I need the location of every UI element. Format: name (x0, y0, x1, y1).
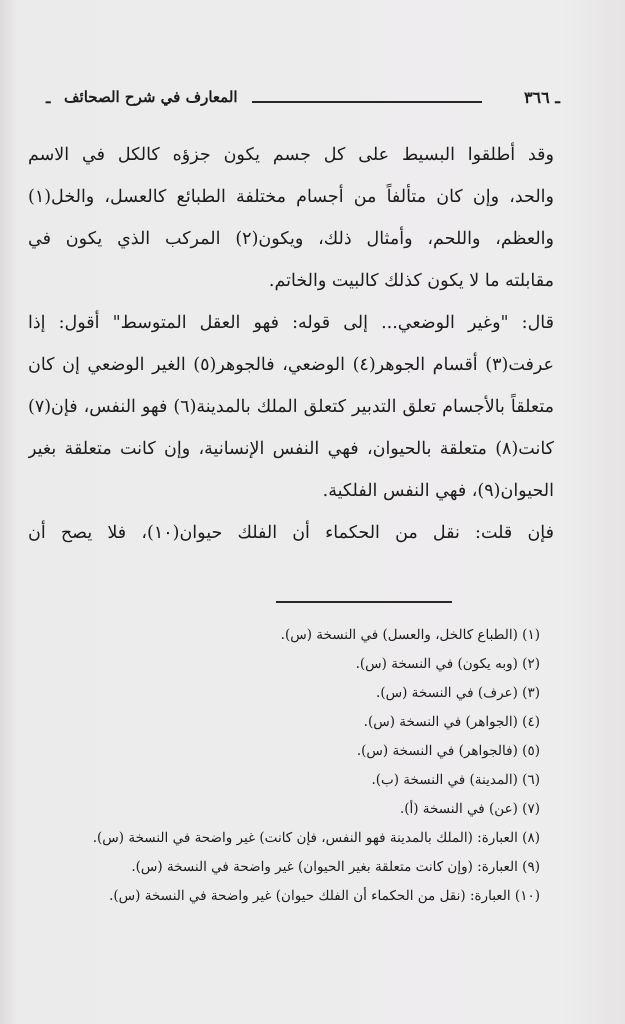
text-line: عرفت(٣) أقسام الجوهر(٤) الوضعي، فالجوهر(٥) الغير الوضعي إن كان (28, 355, 554, 375)
text-line: قال: "وغير الوضعي... إلى قوله: فهو العقل المتوسط" أقول: إذا (28, 313, 554, 333)
footnote: (٨) العبارة: (الملك بالمدينة فهو النفس، فإن كانت) غير واضحة في النسخة (س). (92, 830, 540, 846)
text-line: كانت(٨) متعلقة بالحيوان، فهي النفس الإنسانية، وإن كانت متعلقة بغير (28, 439, 554, 459)
text-line: مقابلته ما لا يكون كذلك كالبيت والخاتم. (268, 271, 554, 291)
text-line: وقد أطلقوا البسيط على كل جسم يكون جزؤه كالكل في الاسم (28, 145, 554, 165)
footnotes (40, 621, 540, 911)
header-dash: ـ (46, 89, 51, 107)
text-line: الحيوان(٩)، فهي النفس الفلكية. (322, 481, 554, 501)
text-line: فإن قلت: نقل من الحكماء أن الفلك حيوان(١٠)، فلا يصح أن (28, 523, 554, 543)
book-title: المعارف في شرح الصحائف (64, 88, 238, 106)
footnote: (٩) العبارة: (وإن كانت متعلقة بغير الحيوان) غير واضحة في النسخة (س). (131, 859, 540, 875)
footnote: (١) (الطباع كالخل، والعسل) في النسخة (س). (280, 627, 540, 643)
footnote: (٢) (وبه يكون) في النسخة (س). (355, 656, 540, 672)
header-rule (252, 101, 482, 103)
footnote: (٥) (فالجواهر) في النسخة (س). (356, 743, 540, 759)
footnote: (١٠) العبارة: (نقل من الحكماء أن الفلك حيوان) غير واضحة في النسخة (س). (109, 888, 540, 904)
text-line: والحد، وإن كان متألفاً من أجسام مختلفة الطبائع كالعسل، والخل(١) (28, 187, 554, 207)
footnote: (٤) (الجواهر) في النسخة (س). (363, 714, 540, 730)
main-text (28, 134, 554, 554)
footnote-separator (276, 601, 452, 603)
running-header (24, 86, 560, 116)
footnote: (٣) (عرف) في النسخة (س). (376, 685, 540, 701)
text-line: والعظم، واللحم، وأمثال ذلك، ويكون(٢) المركب الذي يكون في (28, 229, 554, 249)
page-number: ـ ٣٦٦ (523, 88, 560, 107)
text-line: متعلقاً بالأجسام تعلق التدبير كتعلق الملك بالمدينة(٦) فهو النفس، فإن(٧) (28, 397, 554, 417)
footnote: (٧) (عن) في النسخة (أ). (399, 801, 540, 817)
footnote: (٦) (المدينة) في النسخة (ب). (371, 772, 540, 788)
